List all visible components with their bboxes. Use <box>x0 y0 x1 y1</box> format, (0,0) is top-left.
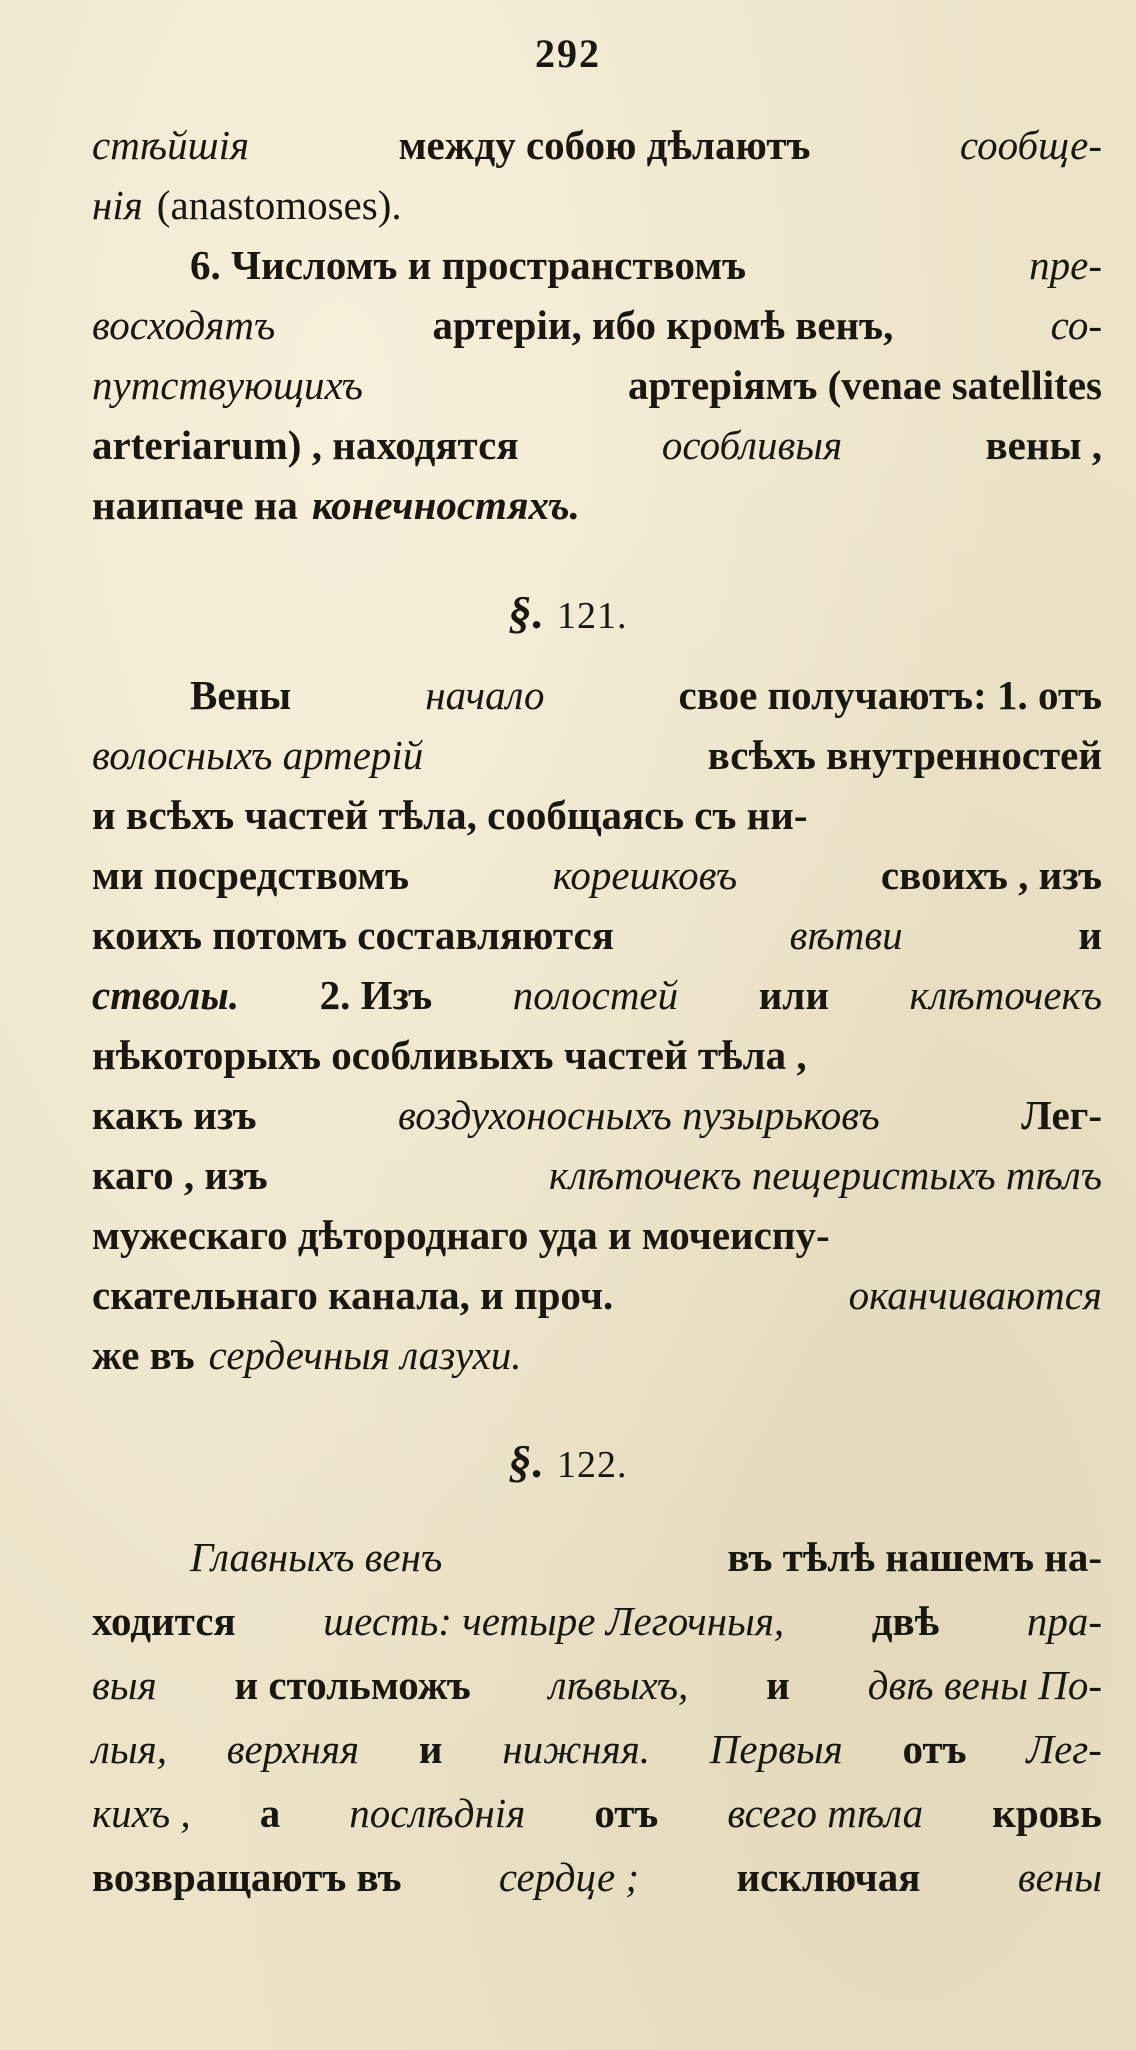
text-span: ходится <box>92 1598 236 1644</box>
text-line <box>92 415 1102 475</box>
text-span: стволы. <box>92 972 240 1018</box>
page-number: 292 <box>535 31 601 76</box>
text-span: arteriarum) , находятся <box>92 422 519 468</box>
text-span: со- <box>1050 302 1102 348</box>
text-span: восходятъ <box>92 302 276 348</box>
text-span: отъ <box>902 1726 967 1772</box>
text-span: 6. Числомъ и пространствомъ <box>190 242 747 288</box>
text-span: наипаче на <box>92 482 298 528</box>
text-span: или <box>758 972 829 1018</box>
text-span: и стольможъ <box>234 1662 471 1708</box>
text-span: свое получаютъ: 1. отъ <box>678 672 1102 718</box>
text-span: мужескаго дѣтороднаго уда и мочеиспу- <box>92 1212 830 1258</box>
text-line <box>92 725 1102 785</box>
text-span: выя <box>92 1662 157 1708</box>
text-line <box>92 475 1102 535</box>
section-symbol: §. <box>508 587 545 638</box>
section-heading-122 <box>0 1432 1136 1495</box>
text-span: вены , <box>985 422 1102 468</box>
text-line <box>92 1527 1102 1587</box>
text-span: Главныхъ венъ <box>190 1534 443 1580</box>
text-span: и <box>766 1662 790 1708</box>
text-span: начало <box>425 672 545 718</box>
text-line <box>92 1847 1102 1907</box>
text-span: Первыя <box>709 1726 843 1772</box>
text-span: Лег- <box>1026 1726 1102 1772</box>
text-span: сообще- <box>959 122 1102 168</box>
text-span: своихъ , изъ <box>880 852 1102 898</box>
section-number: 121. <box>557 595 628 637</box>
text-line <box>92 1591 1102 1651</box>
text-span: между собою дѣлаютъ <box>398 122 811 168</box>
text-span: (anastomoses). <box>156 182 402 228</box>
text-span: корешковъ <box>552 852 738 898</box>
text-span: особливыя <box>661 422 843 468</box>
text-span: нѣкоторыхъ особливыхъ частей тѣла , <box>92 1032 807 1078</box>
text-span: двѣ вены По- <box>867 1662 1102 1708</box>
text-span: и всѣхъ частей тѣла, сообщаясь съ ни- <box>92 792 808 838</box>
text-span: кихъ , <box>92 1790 191 1836</box>
text-span: Вены <box>190 672 292 718</box>
text-span: всего тѣла <box>727 1790 924 1836</box>
text-span: артеріи, ибо кромѣ венъ, <box>432 302 894 348</box>
text-span: вены <box>1017 1854 1102 1900</box>
text-span: лѣвыхъ, <box>548 1662 689 1708</box>
text-line <box>92 355 1102 415</box>
text-line <box>92 1655 1102 1715</box>
text-span: шесть: четыре Легочныя, <box>323 1598 785 1644</box>
text-span: отъ <box>594 1790 659 1836</box>
text-span: 2. Изъ <box>319 972 433 1018</box>
text-span: полостей <box>512 972 679 1018</box>
text-span: воздухоносныхъ пузырьковъ <box>398 1092 880 1138</box>
text-span: а <box>259 1790 281 1836</box>
text-span: возвращаютъ въ <box>92 1854 402 1900</box>
text-span: скательнаго канала, и проч. <box>92 1272 614 1318</box>
text-span: пра- <box>1026 1598 1102 1644</box>
text-span: коихъ потомъ составляются <box>92 912 614 958</box>
text-span: ми посредствомъ <box>92 852 410 898</box>
text-line <box>92 295 1102 355</box>
text-span: артеріямъ (venae satellites <box>628 362 1102 408</box>
text-line <box>92 1325 1102 1385</box>
text-span: послѣднія <box>349 1790 526 1836</box>
text-span: клѣточекъ пещеристыхъ тѣлъ <box>549 1152 1102 1198</box>
text-span: всѣхъ внутренностей <box>707 732 1102 778</box>
section-symbol: §. <box>508 1436 545 1487</box>
section-heading-121 <box>0 583 1136 646</box>
text-span: кровь <box>992 1790 1102 1836</box>
text-span: конечностяхъ. <box>311 482 580 528</box>
text-line <box>92 1085 1102 1145</box>
text-line <box>92 665 1102 725</box>
text-line <box>92 1025 1102 1085</box>
text-line <box>92 175 1102 235</box>
text-span: путствующихъ <box>92 362 363 408</box>
text-line <box>92 845 1102 905</box>
text-line <box>92 235 1102 295</box>
text-line <box>92 115 1102 175</box>
text-span: и <box>1078 912 1102 958</box>
text-span: клѣточекъ <box>909 972 1102 1018</box>
text-span: нижняя. <box>502 1726 650 1772</box>
text-span: сердце ; <box>498 1854 640 1900</box>
text-span: какъ изъ <box>92 1092 257 1138</box>
text-span: верхняя <box>226 1726 360 1772</box>
section-number: 122. <box>557 1444 628 1486</box>
text-span: двѣ <box>871 1598 940 1644</box>
text-span: волосныхъ артерій <box>92 732 424 778</box>
text-line <box>92 1265 1102 1325</box>
text-line <box>92 1145 1102 1205</box>
text-line <box>92 1783 1102 1843</box>
text-span: лыя, <box>92 1726 167 1772</box>
text-line <box>92 1719 1102 1779</box>
text-span: сердечныя лазухи. <box>208 1332 522 1378</box>
text-line <box>92 965 1102 1025</box>
text-span: нія <box>92 182 143 228</box>
text-span: стѣйшія <box>92 122 250 168</box>
text-span: оканчиваются <box>848 1272 1102 1318</box>
text-line <box>92 1205 1102 1265</box>
text-line <box>92 785 1102 845</box>
text-span: же въ <box>92 1332 195 1378</box>
text-span: въ тѣлѣ нашемъ на- <box>727 1534 1102 1580</box>
text-line <box>92 905 1102 965</box>
text-span: и <box>418 1726 443 1772</box>
text-span: Лег- <box>1021 1092 1102 1138</box>
text-span: исключая <box>736 1854 921 1900</box>
text-span: пре- <box>1029 242 1102 288</box>
text-span: вѣтви <box>789 912 903 958</box>
text-span: каго , изъ <box>92 1152 268 1198</box>
